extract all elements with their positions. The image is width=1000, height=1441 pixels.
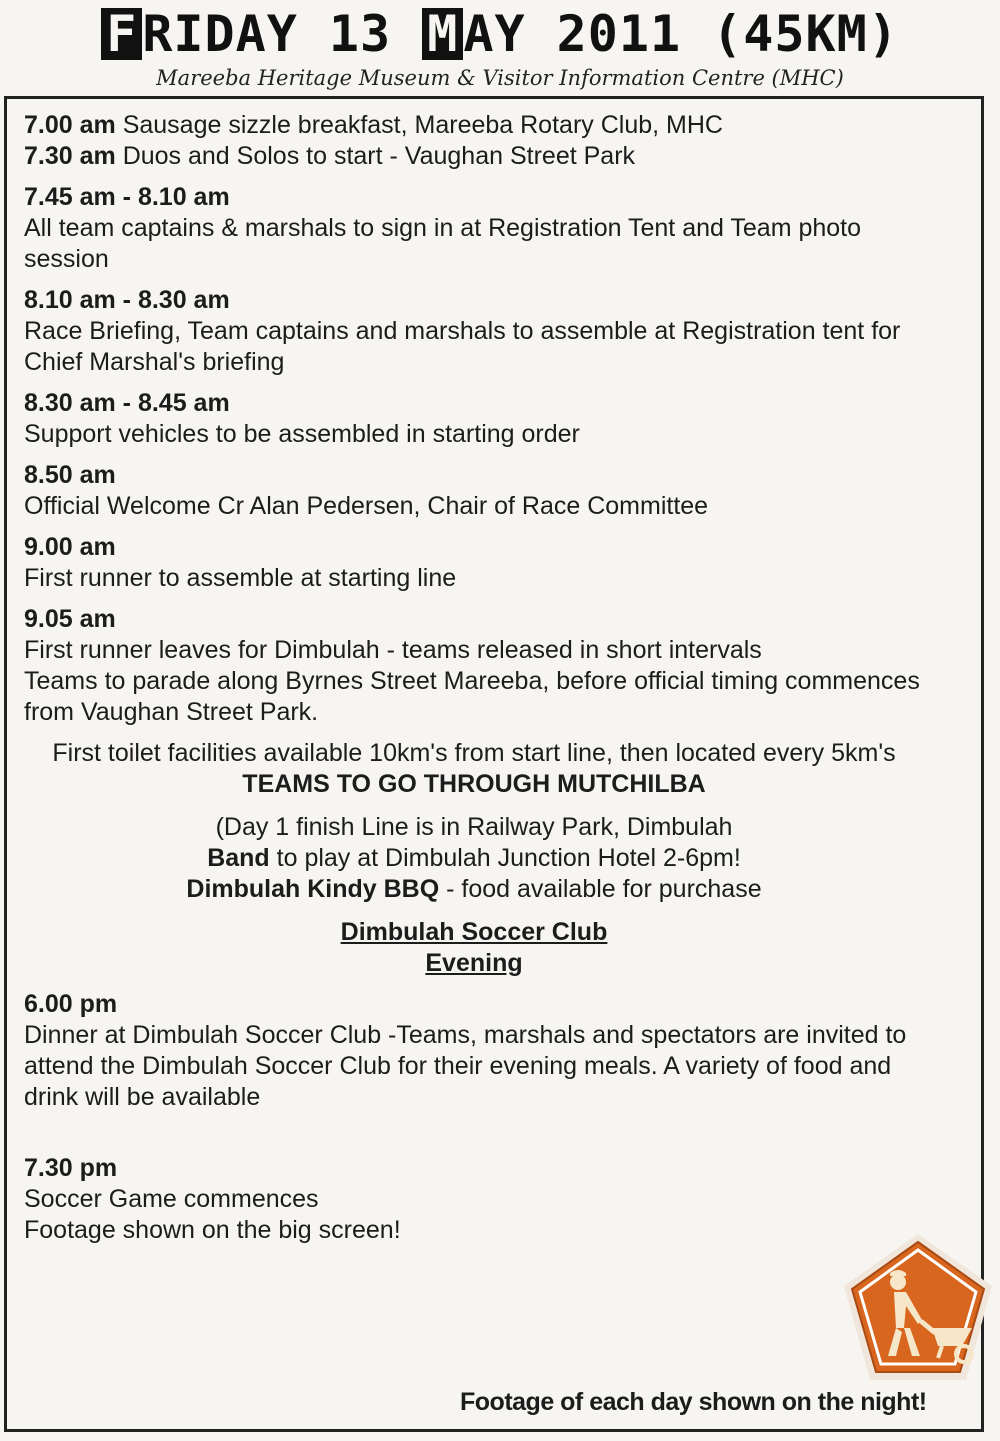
schedule-text: Sausage sizzle breakfast, Mareeba Rotary Club, MHC bbox=[115, 111, 723, 139]
schedule-time: 9.05 am bbox=[24, 605, 116, 633]
kindy-text: - food available for purchase bbox=[439, 875, 762, 903]
band-label: Band bbox=[207, 844, 270, 872]
roadwork-worker-wheelbarrow-icon bbox=[838, 1228, 998, 1388]
evening-item bbox=[24, 989, 924, 1113]
schedule-time: 9.00 am bbox=[24, 533, 116, 561]
title-part-1: RIDAY 13 bbox=[142, 5, 423, 63]
schedule-text: Duos and Solos to start - Vaughan Street Park bbox=[115, 142, 636, 170]
schedule-time: 8.30 am - 8.45 am bbox=[24, 389, 230, 417]
schedule-item bbox=[24, 460, 924, 522]
title-initial-f: F bbox=[101, 8, 142, 60]
soccer-heading: Dimbulah Soccer Club bbox=[340, 918, 608, 946]
schedule-time: 6.00 pm bbox=[24, 990, 118, 1018]
mutchilba-note: TEAMS TO GO THROUGH MUTCHILBA bbox=[242, 770, 706, 798]
schedule-text: All team captains & marshals to sign in at Registration Tent and Team photo session bbox=[24, 214, 862, 273]
evening-heading: Evening bbox=[425, 949, 523, 977]
schedule-time: 8.10 am - 8.30 am bbox=[24, 286, 230, 314]
band-note bbox=[24, 843, 924, 874]
evening-item bbox=[24, 1153, 924, 1246]
schedule-text: Race Briefing, Team captains and marshals to assemble at Registration tent for Chief Marshal's briefing bbox=[24, 317, 901, 376]
schedule-time: 7.45 am - 8.10 am bbox=[24, 183, 230, 211]
finish-note: (Day 1 finish Line is in Railway Park, Dimbulah bbox=[215, 813, 733, 841]
schedule-time: 7.30 pm bbox=[24, 1154, 118, 1182]
schedule-time: 7.30 am bbox=[24, 142, 116, 170]
page-subtitle: Mareeba Heritage Museum & Visitor Information Centre (MHC) bbox=[156, 66, 844, 90]
band-text: to play at Dimbulah Junction Hotel 2-6pm! bbox=[269, 844, 741, 872]
kindy-note bbox=[24, 874, 924, 905]
title-part-2: AY 2011 (45KM) bbox=[463, 5, 899, 63]
page-title bbox=[0, 2, 1000, 66]
schedule-time: 7.00 am bbox=[24, 111, 116, 139]
schedule-text: Soccer Game commences bbox=[24, 1185, 319, 1213]
schedule-item bbox=[24, 388, 924, 450]
schedule-content bbox=[24, 110, 924, 1256]
schedule-text: Dinner at Dimbulah Soccer Club -Teams, marshals and spectators are invited to attend the Dimbulah Soccer Club for their evening meals. A variety of food and drink will be available bbox=[24, 1021, 907, 1111]
schedule-text: Official Welcome Cr Alan Pedersen, Chair of Race Committee bbox=[24, 492, 709, 520]
schedule-item bbox=[24, 110, 924, 172]
kindy-label: Dimbulah Kindy BBQ bbox=[186, 875, 440, 903]
schedule-item bbox=[24, 182, 924, 275]
schedule-item bbox=[24, 285, 924, 378]
schedule-item bbox=[24, 604, 924, 728]
title-initial-m: M bbox=[422, 8, 463, 60]
schedule-item bbox=[24, 532, 924, 594]
schedule-text: Footage shown on the big screen! bbox=[24, 1216, 401, 1244]
toilet-note: First toilet facilities available 10km's from start line, then located every 5km's bbox=[52, 739, 896, 767]
schedule-text: Teams to parade along Byrnes Street Mareeba, before official timing commences from Vaughan Street Park. bbox=[24, 667, 920, 726]
schedule-text: First runner leaves for Dimbulah - teams released in short intervals bbox=[24, 636, 762, 664]
schedule-time: 8.50 am bbox=[24, 461, 116, 489]
schedule-text: Support vehicles to be assembled in starting order bbox=[24, 420, 580, 448]
schedule-text: First runner to assemble at starting line bbox=[24, 564, 457, 592]
footer-note: Footage of each day shown on the night! bbox=[460, 1388, 927, 1416]
